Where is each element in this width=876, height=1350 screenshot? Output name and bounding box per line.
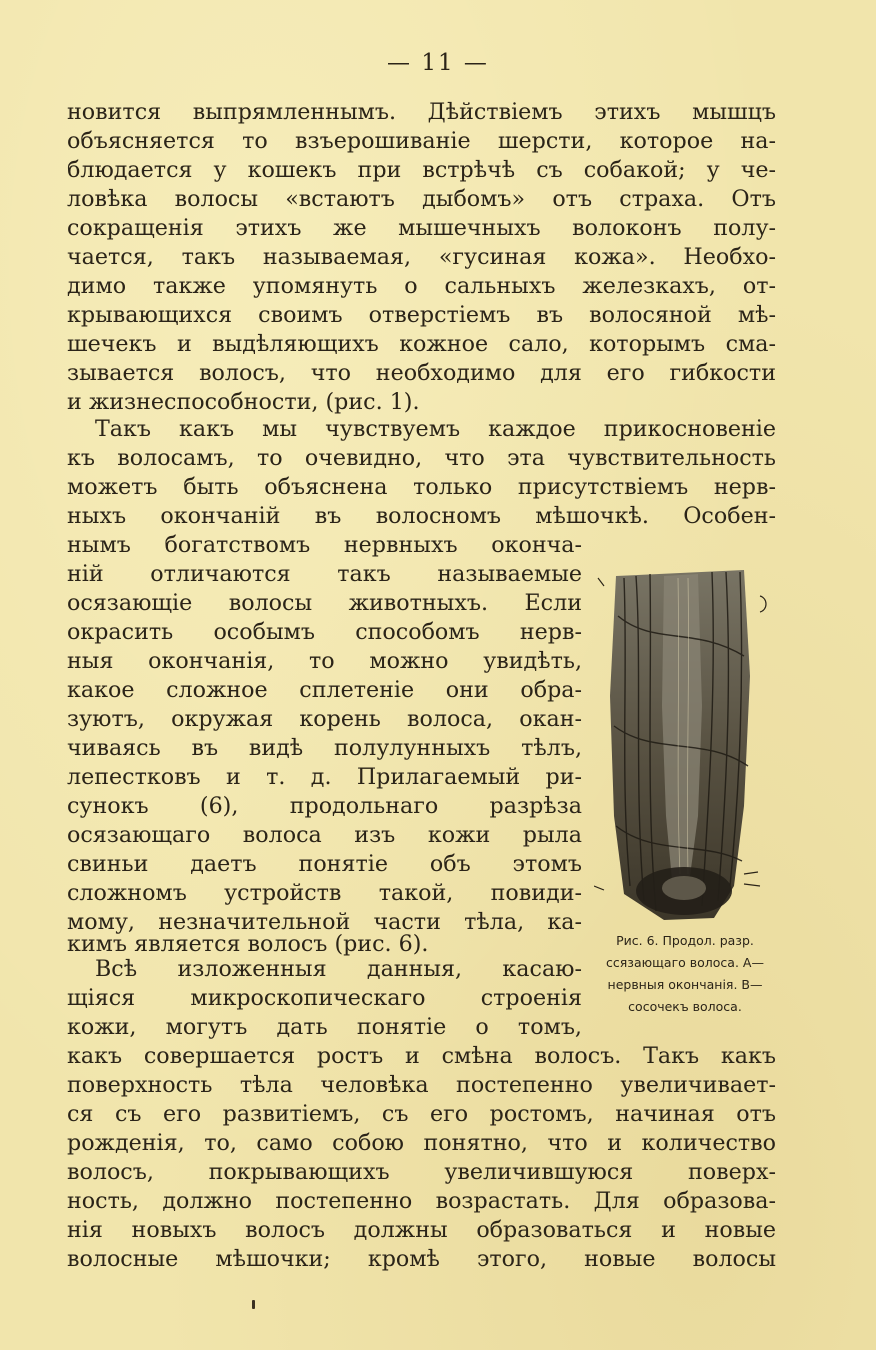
text-line: сложномъ устройств такой, повиди- xyxy=(67,880,582,906)
text-line: ность, должно постепенно возрастать. Для образова- xyxy=(67,1188,776,1214)
text-line: поверхность тѣла человѣка постепенно увеличивает- xyxy=(67,1072,776,1098)
text-line: новится выпрямленнымъ. Дѣйствіемъ этихъ мышцъ xyxy=(67,99,776,125)
text-line: ся съ его развитіемъ, съ его ростомъ, начиная отъ xyxy=(67,1101,776,1127)
text-line: зывается волосъ, что необходимо для его гибкости xyxy=(67,360,776,386)
text-line: какъ совершается ростъ и смѣна волосъ. Такъ какъ xyxy=(67,1043,776,1069)
text-line: и жизнеспособности, (рис. 1). xyxy=(67,389,420,415)
text-line: окрасить особымъ способомъ нерв- xyxy=(67,619,582,645)
text-line: чается, такъ называемая, «гусиная кожа». Необхо- xyxy=(67,244,776,270)
text-line: рожденія, то, само собою понятно, что и количество xyxy=(67,1130,776,1156)
text-line: волосные мѣшочки; кромѣ этого, новые волосы xyxy=(67,1246,776,1272)
caption-line: нервныя окончанія. В— xyxy=(607,977,763,992)
text-line: димо также упомянуть о сальныхъ железкахъ, от- xyxy=(67,273,776,299)
text-line: зуютъ, окружая корень волоса, окан- xyxy=(67,706,582,732)
text-line: какое сложное сплетеніе они обра- xyxy=(67,677,582,703)
text-line: ныхъ окончаній въ волосномъ мѣшочкѣ. Особен- xyxy=(67,503,776,529)
text-line: шечекъ и выдѣляющихъ кожное сало, которымъ сма- xyxy=(67,331,776,357)
text-line: ныя окончанія, то можно увидѣть, xyxy=(67,648,582,674)
text-line: объясняется то взъерошиваніе шерсти, которое на- xyxy=(67,128,776,154)
text-line: нія новыхъ волосъ должны образоваться и новые xyxy=(67,1217,776,1243)
figure-caption xyxy=(580,930,790,1018)
text-line: осязающаго волоса изъ кожи рыла xyxy=(67,822,582,848)
text-line: щіяся микроскопическаго строенія xyxy=(67,985,582,1011)
text-line: нымъ богатствомъ нервныхъ оконча- xyxy=(67,532,582,558)
text-line: Такъ какъ мы чувствуемъ каждое прикосновеніе xyxy=(95,416,776,442)
text-line: осязающіе волосы животныхъ. Если xyxy=(67,590,582,616)
hair-section-illustration xyxy=(594,556,790,926)
text-line: свиньи даетъ понятіе объ этомъ xyxy=(67,851,582,877)
ink-speck xyxy=(252,1300,255,1309)
caption-line: Рис. 6. Продол. разр. xyxy=(616,933,754,948)
page-number: — 11 — xyxy=(387,50,489,76)
text-line: чиваясь въ видѣ полулунныхъ тѣлъ, xyxy=(67,735,582,761)
text-line: волосъ, покрывающихъ увеличившуюся поверх- xyxy=(67,1159,776,1185)
text-line: Всѣ изложенныя данныя, касаю- xyxy=(95,956,582,982)
caption-line: сосочекъ волоса. xyxy=(628,999,742,1014)
text-line: ній отличаются такъ называемые xyxy=(67,561,582,587)
text-line: крывающихся своимъ отверстіемъ въ волосяной мѣ- xyxy=(67,302,776,328)
hair-follicle-drawing xyxy=(594,556,790,926)
text-line: блюдается у кошекъ при встрѣчѣ съ собакой; у че- xyxy=(67,157,776,183)
text-line: мому, незначительной части тѣла, ка- xyxy=(67,909,582,935)
text-line: кимъ является волосъ (рис. 6). xyxy=(67,931,429,957)
text-line: лепестковъ и т. д. Прилагаемый ри- xyxy=(67,764,582,790)
text-line: ловѣка волосы «встаютъ дыбомъ» отъ страха. Отъ xyxy=(67,186,776,212)
text-line: кожи, могутъ дать понятіе о томъ, xyxy=(67,1014,582,1040)
text-line: къ волосамъ, то очевидно, что эта чувствительность xyxy=(67,445,776,471)
text-line: можетъ быть объяснена только присутствіемъ нерв- xyxy=(67,474,776,500)
text-line: сунокъ (6), продольнаго разрѣза xyxy=(67,793,582,819)
text-line: сокращенія этихъ же мышечныхъ волоконъ полу- xyxy=(67,215,776,241)
caption-line: ссязающаго волоса. А— xyxy=(606,955,764,970)
